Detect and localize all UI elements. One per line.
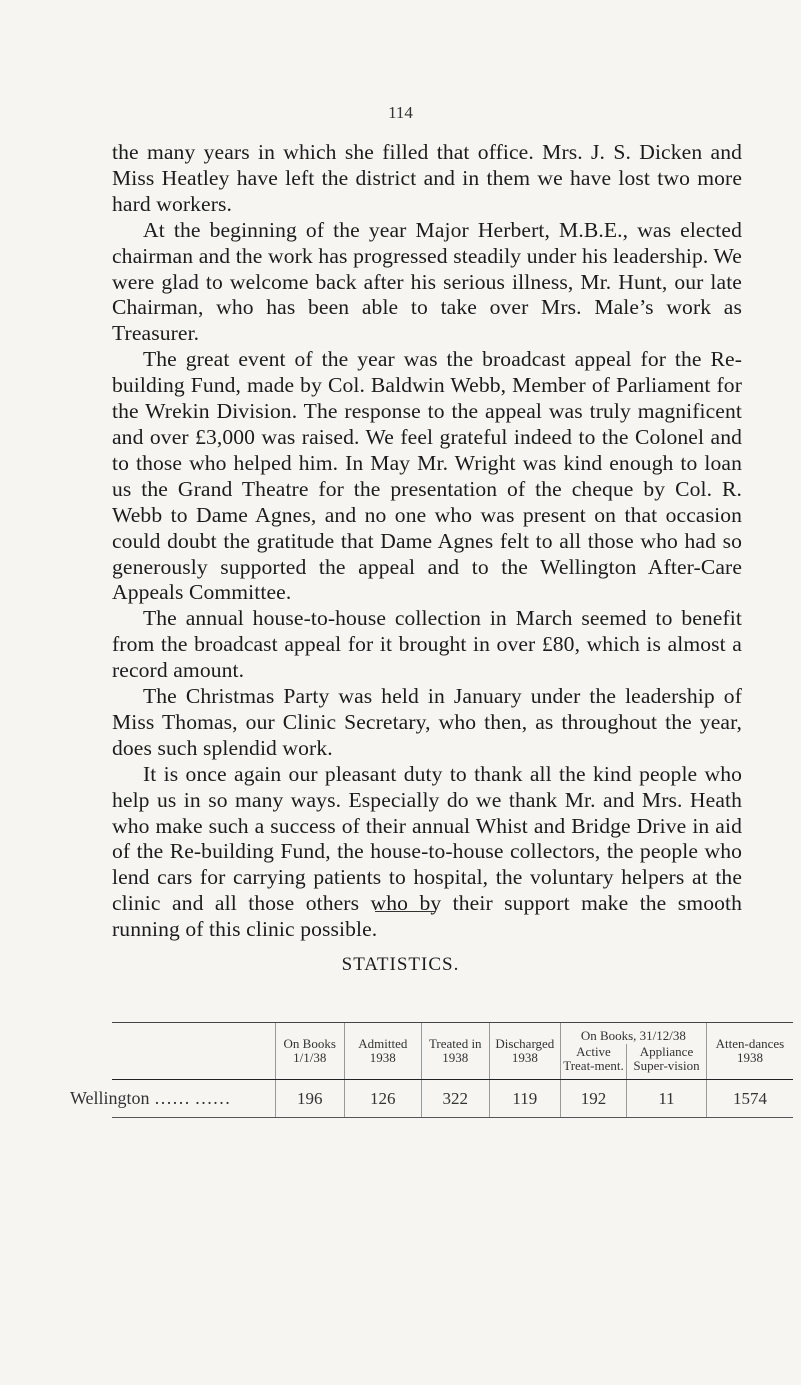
- section-divider: [375, 911, 435, 912]
- header-treated: Treated in 1938: [421, 1023, 489, 1080]
- table-row: [112, 1080, 793, 1118]
- header-admitted: Admitted 1938: [344, 1023, 421, 1080]
- row-label: [70, 1080, 233, 1118]
- cell-admitted: 126: [344, 1080, 421, 1118]
- paragraph: It is once again our pleasant duty to thank all the kind people who help us in so many ways. Especially do we thank Mr. and Mrs. Heath who make such a success of their annual Whist and Bridge Drive in aid of the Re-building Fund, the house-to-house collectors, the people who lend cars for carrying patients to hospital, the voluntary helpers at the clinic and all those others who by their support make the smooth running of this clinic possible.: [112, 761, 742, 942]
- paragraph: The great event of the year was the broadcast appeal for the Re-building Fund, made by Col. Baldwin Webb, Member of Parliament for the Wrekin Division. The response to the appeal was truly magnificent and over £3,000 was raised. We feel grateful indeed to the Colonel and to those who helped him. In May Mr. Wright was kind enough to loan us the Grand Theatre for the presentation of the cheque by Col. R. Webb to Dame Agnes, and no one who was present on that occasion could doubt the gratitude that Dame Agnes felt to all those who had so generously supported the appeal and to the Wellington After-Care Appeals Committee.: [112, 347, 742, 605]
- paragraph: At the beginning of the year Major Herbert, M.B.E., was elected chairman and the work has progressed steadily under his leadership. We were glad to welcome back after his serious illness, Mr. Hunt, our late Chairman, who has been able to take over Mrs. Male’s work as Treasurer.: [112, 217, 742, 346]
- header-on-books-year-end: On Books, 31/12/38: [560, 1023, 706, 1045]
- body-text: [112, 140, 742, 943]
- cell-active-treatment: 192: [560, 1080, 626, 1118]
- cell-on-books: 196: [275, 1080, 344, 1118]
- table-header-row: [112, 1023, 793, 1045]
- paragraph: the many years in which she filled that office. Mrs. J. S. Dicken and Miss Heatley have left the district and in them we have lost two more hard workers.: [112, 140, 742, 216]
- header-discharged: Discharged 1938: [489, 1023, 560, 1080]
- header-blank: [112, 1023, 275, 1080]
- paragraph: The Christmas Party was held in January under the leadership of Miss Thomas, our Clinic Secretary, who then, as throughout the year, does such splendid work.: [112, 684, 742, 760]
- cell-appliance-supervision: 11: [627, 1080, 707, 1118]
- header-on-books: On Books 1/1/38: [275, 1023, 344, 1080]
- cell-treated: 322: [421, 1080, 489, 1118]
- header-attendances: Atten-dances 1938: [706, 1023, 793, 1080]
- paragraph: The annual house-to-house collection in March seemed to benefit from the broadcast appeal for it brought in over £80, which is almost a record amount.: [112, 606, 742, 683]
- statistics-heading: STATISTICS.: [341, 954, 460, 975]
- statistics-table: [70, 1022, 793, 1118]
- cell-discharged: 119: [489, 1080, 560, 1118]
- header-active-treatment: Active Treat-ment.: [560, 1044, 626, 1080]
- page-number: 114: [388, 103, 413, 122]
- row-label-text: Wellington …… ……: [70, 1088, 231, 1108]
- header-appliance-supervision: Appliance Super-vision: [627, 1044, 707, 1080]
- cell-attendances: 1574: [706, 1080, 793, 1118]
